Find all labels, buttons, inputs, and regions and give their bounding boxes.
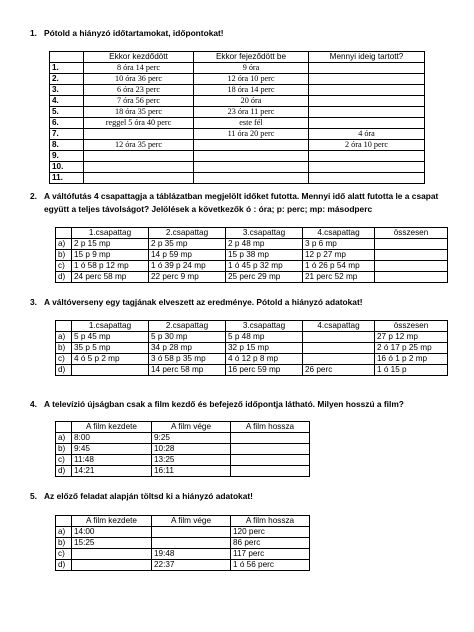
table-cell: 10 óra 36 perc [84, 74, 194, 85]
table-cell: 11:48 [72, 455, 152, 466]
table-cell: 8 óra 14 perc [84, 63, 194, 74]
table-row [56, 272, 448, 283]
answer-cell [231, 444, 310, 455]
table-cell: 3 p 6 mp [303, 239, 375, 250]
table-row [50, 107, 425, 118]
table-row [56, 343, 448, 354]
table-q5 [55, 515, 310, 571]
table-q3 [55, 320, 448, 376]
header-cell: 4.csapattag [303, 321, 375, 332]
table-cell: 12 óra 35 perc [84, 140, 194, 151]
table-header-row [56, 321, 448, 332]
table-row [56, 455, 310, 466]
row-label: c) [56, 549, 72, 560]
answer-cell [309, 118, 425, 129]
table-cell: 2 p 15 mp [72, 239, 149, 250]
table-row [56, 466, 310, 477]
table-cell: 14 perc 58 mp [149, 365, 226, 376]
table-cell: 16:11 [152, 466, 231, 477]
table-cell: este fél [194, 118, 309, 129]
row-label: c) [56, 354, 72, 365]
table-row [56, 538, 310, 549]
table-row [50, 140, 425, 151]
header-cell: 2.csapattag [149, 228, 226, 239]
answer-cell [309, 151, 425, 162]
answer-cell [309, 173, 425, 184]
row-label: 3. [50, 85, 84, 96]
table-cell: 4 ó 5 p 2 mp [72, 354, 149, 365]
question-1 [30, 27, 450, 40]
question-text-line-2: együtt a teljes távolságot? Jelölések a következők ó : óra; p: perc; mp: másodperc [44, 204, 373, 214]
answer-cell [84, 129, 194, 140]
table-cell: 13:25 [152, 455, 231, 466]
answer-cell [309, 107, 425, 118]
question-5 [30, 490, 460, 503]
table-cell: 4 ó 12 p 8 mp [226, 354, 303, 365]
table-cell: 6 óra 23 perc [84, 85, 194, 96]
answer-cell [375, 250, 448, 261]
question-4 [30, 398, 460, 411]
row-label: 11. [50, 173, 84, 184]
table-cell: 15:25 [72, 538, 152, 549]
row-label: 4. [50, 96, 84, 107]
row-label: a) [56, 527, 72, 538]
answer-cell [84, 162, 194, 173]
table-cell: 27 p 12 mp [375, 332, 448, 343]
answer-cell [309, 162, 425, 173]
table-cell: 4 óra [309, 129, 425, 140]
table-cell: 1 ó 45 p 32 mp [226, 261, 303, 272]
answer-cell [375, 261, 448, 272]
table-cell: 20 óra [194, 96, 309, 107]
answer-cell [303, 343, 375, 354]
table-cell: 26 perc [303, 365, 375, 376]
header-cell: A film kezdete [72, 422, 152, 433]
answer-cell [309, 85, 425, 96]
answer-cell [72, 549, 152, 560]
answer-cell [231, 466, 310, 477]
table-cell: 8:00 [72, 433, 152, 444]
question-number: 3. [30, 297, 37, 307]
row-label: 7. [50, 129, 84, 140]
table-row [56, 354, 448, 365]
row-label: a) [56, 332, 72, 343]
row-label: 8. [50, 140, 84, 151]
answer-cell [303, 354, 375, 365]
question-number: 5. [30, 491, 37, 501]
header-cell: összesen [375, 228, 448, 239]
header-cell-blank [56, 321, 72, 332]
table-cell: 15 p 9 mp [72, 250, 149, 261]
table-cell: 1 ó 15 p [375, 365, 448, 376]
table-cell: 25 perc 29 mp [226, 272, 303, 283]
table-row [56, 527, 310, 538]
answer-cell [194, 162, 309, 173]
row-label: d) [56, 365, 72, 376]
answer-cell [194, 151, 309, 162]
header-cell-blank [56, 516, 72, 527]
table-cell: 23 óra 11 perc [194, 107, 309, 118]
answer-cell [152, 538, 231, 549]
table-row [50, 129, 425, 140]
table-cell: 9:25 [152, 433, 231, 444]
table-cell: 32 p 15 mp [226, 343, 303, 354]
table-cell: 24 perc 58 mp [72, 272, 149, 283]
header-cell-blank [56, 422, 72, 433]
answer-cell [194, 173, 309, 184]
row-label: b) [56, 444, 72, 455]
table-cell: 16 perc 59 mp [226, 365, 303, 376]
row-label: 9. [50, 151, 84, 162]
row-label: c) [56, 261, 72, 272]
question-text: Az előző feladat alapján töltsd ki a hiányzó adatokat! [44, 491, 253, 501]
header-cell: 4.csapattag [303, 228, 375, 239]
header-cell: A film kezdete [72, 516, 152, 527]
answer-cell [84, 173, 194, 184]
question-3 [30, 296, 460, 309]
table-cell: 22:37 [152, 560, 231, 571]
table-cell: 3 ó 58 p 35 mp [149, 354, 226, 365]
header-cell: A film hossza [231, 422, 310, 433]
question-number: 2. [30, 191, 37, 201]
table-cell: 5 p 30 mp [149, 332, 226, 343]
row-label: b) [56, 250, 72, 261]
table-cell: 18 óra 14 perc [194, 85, 309, 96]
table-row [56, 444, 310, 455]
table-cell: 34 p 28 mp [149, 343, 226, 354]
table-cell: 14:21 [72, 466, 152, 477]
table-cell: 19:48 [152, 549, 231, 560]
table-cell: 21 perc 52 mp [303, 272, 375, 283]
answer-cell [309, 74, 425, 85]
table-cell: 22 perc 9 mp [149, 272, 226, 283]
table-row [56, 549, 310, 560]
row-label: 2. [50, 74, 84, 85]
table-row [50, 85, 425, 96]
table-row [50, 173, 425, 184]
table-cell: 15 p 38 mp [226, 250, 303, 261]
question-2 [30, 190, 460, 216]
header-cell: A film vége [152, 516, 231, 527]
header-cell: 2.csapattag [149, 321, 226, 332]
table-row [56, 560, 310, 571]
table-cell: 1 ó 58 p 12 mp [72, 261, 149, 272]
header-cell: 1.csapattag [72, 321, 149, 332]
table-cell: 14:00 [72, 527, 152, 538]
row-label: d) [56, 560, 72, 571]
table-cell: 14 p 59 mp [149, 250, 226, 261]
table-cell: 117 perc [231, 549, 310, 560]
header-cell: Ekkor fejeződött be [194, 52, 309, 63]
table-row [56, 239, 448, 250]
table-q2 [55, 227, 448, 283]
question-number: 1. [30, 28, 37, 38]
row-label: 1. [50, 63, 84, 74]
row-label: d) [56, 466, 72, 477]
header-cell: 3.csapattag [226, 321, 303, 332]
answer-cell [194, 140, 309, 151]
table-row [56, 250, 448, 261]
table-cell: 2 ó 17 p 25 mp [375, 343, 448, 354]
row-label: 6. [50, 118, 84, 129]
row-label: 5. [50, 107, 84, 118]
table-row [56, 261, 448, 272]
table-row [50, 63, 425, 74]
answer-cell [152, 527, 231, 538]
table-cell: 2 óra 10 perc [309, 140, 425, 151]
table-row [50, 118, 425, 129]
table-cell: 12 p 27 mp [303, 250, 375, 261]
header-cell: A film vége [152, 422, 231, 433]
question-text: Pótold a hiányzó időtartamokat, időpontokat! [44, 28, 224, 38]
table-header-row [50, 52, 425, 63]
table-cell: 1 ó 56 perc [231, 560, 310, 571]
question-text: A váltóverseny egy tagjának elveszett az eredménye. Pótold a hiányzó adatokat! [44, 297, 363, 307]
table-cell: 18 óra 35 perc [84, 107, 194, 118]
table-cell: 9:45 [72, 444, 152, 455]
table-row [50, 162, 425, 173]
header-cell-blank [56, 228, 72, 239]
table-row [50, 151, 425, 162]
row-label: d) [56, 272, 72, 283]
table-cell: 86 perc [231, 538, 310, 549]
table-header-row [56, 228, 448, 239]
table-cell: reggel 5 óra 40 perc [84, 118, 194, 129]
table-cell: 7 óra 56 perc [84, 96, 194, 107]
answer-cell [375, 272, 448, 283]
table-cell: 5 p 48 mp [226, 332, 303, 343]
answer-cell [303, 332, 375, 343]
header-cell: 1.csapattag [72, 228, 149, 239]
question-text-line-1: A váltófutás 4 csapattagja a táblázatban megjelölt időket futotta. Mennyi idő alatt futotta le a csapat [44, 191, 439, 201]
table-cell: 5 p 45 mp [72, 332, 149, 343]
table-cell: 1 ó 39 p 24 mp [149, 261, 226, 272]
row-label: b) [56, 538, 72, 549]
table-cell: 10:28 [152, 444, 231, 455]
header-cell: Ekkor kezdődött [84, 52, 194, 63]
header-cell: Mennyi ideig tartott? [309, 52, 425, 63]
row-label: a) [56, 433, 72, 444]
table-row [50, 96, 425, 107]
answer-cell [309, 96, 425, 107]
table-cell: 16 ó 1 p 2 mp [375, 354, 448, 365]
question-number: 4. [30, 399, 37, 409]
table-header-row [56, 516, 310, 527]
table-cell: 35 p 5 mp [72, 343, 149, 354]
table-row [56, 433, 310, 444]
row-label: 10. [50, 162, 84, 173]
answer-cell [231, 455, 310, 466]
table-q1 [49, 51, 425, 184]
answer-cell [375, 239, 448, 250]
question-text: A televízió újságban csak a film kezdő és befejező időpontja látható. Milyen hosszú a film? [44, 399, 404, 409]
table-row [56, 365, 448, 376]
answer-cell [72, 560, 152, 571]
row-label: a) [56, 239, 72, 250]
row-label: b) [56, 343, 72, 354]
answer-cell [309, 63, 425, 74]
table-cell: 2 p 48 mp [226, 239, 303, 250]
table-row [56, 332, 448, 343]
answer-cell [84, 151, 194, 162]
table-cell: 11 óra 20 perc [194, 129, 309, 140]
table-cell: 2 p 35 mp [149, 239, 226, 250]
header-cell-blank [50, 52, 84, 63]
header-cell: összesen [375, 321, 448, 332]
answer-cell [231, 433, 310, 444]
header-cell: A film hossza [231, 516, 310, 527]
table-cell: 12 óra 10 perc [194, 74, 309, 85]
header-cell: 3.csapattag [226, 228, 303, 239]
table-cell: 9 óra [194, 63, 309, 74]
table-q4 [55, 421, 310, 477]
table-header-row [56, 422, 310, 433]
answer-cell [72, 365, 149, 376]
table-cell: 1 ó 26 p 54 mp [303, 261, 375, 272]
table-cell: 120 perc [231, 527, 310, 538]
row-label: c) [56, 455, 72, 466]
table-row [50, 74, 425, 85]
